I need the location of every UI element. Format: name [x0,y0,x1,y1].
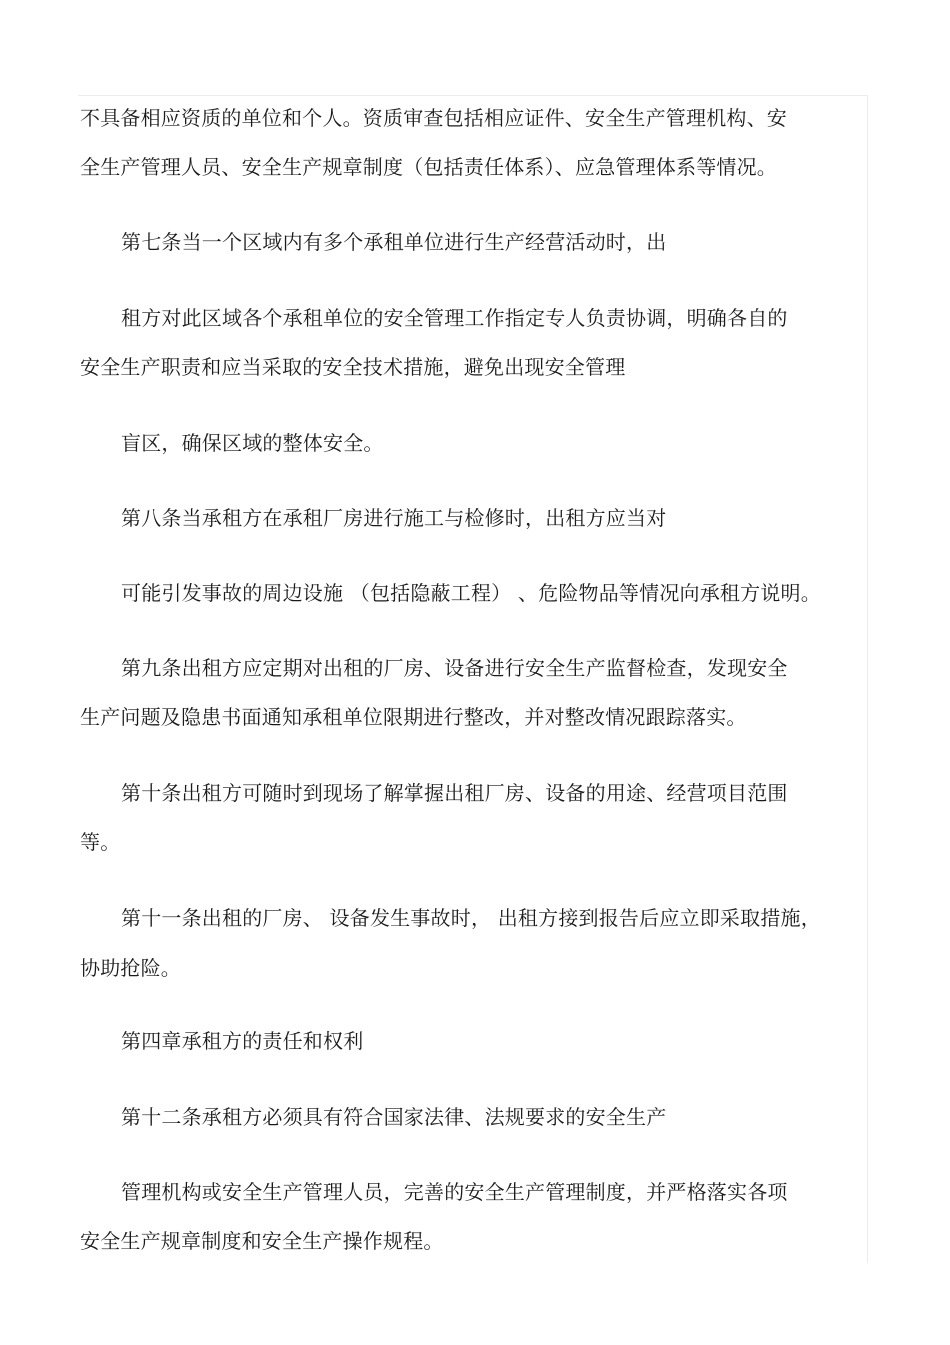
article-10-heading-line: 第十条出租方可随时到现场了解掌握出租厂房、设备的用途、经营项目范围 [121,781,788,805]
chapter-4-heading: 第四章承租方的责任和权利 [121,1029,364,1053]
text-line: 盲区，确保区域的整体安全。 [121,431,384,455]
text-line: 不具备相应资质的单位和个人。资质审查包括相应证件、安全生产管理机构、安 [80,106,787,130]
article-7-heading-line: 第七条当一个区域内有多个承租单位进行生产经营活动时，出 [121,230,667,254]
article-12-heading-line: 第十二条承租方必须具有符合国家法律、法规要求的安全生产 [121,1105,667,1129]
text-line: 全生产管理人员、安全生产规章制度（包括责任体系）、应急管理体系等情况。 [80,155,777,179]
text-line: 可能引发事故的周边设施 （包括隐蔽工程） 、危险物品等情况向承租方说明。 [121,581,821,605]
text-line: 管理机构或安全生产管理人员，完善的安全生产管理制度，并严格落实各项 [121,1180,788,1204]
article-11-heading-line: 第十一条出租的厂房、 设备发生事故时， 出租方接到报告后应立即采取措施， [121,906,821,930]
text-line: 生产问题及隐患书面通知承租单位限期进行整改，并对整改情况跟踪落实。 [80,705,747,729]
text-line: 租方对此区域各个承租单位的安全管理工作指定专人负责协调，明确各自的 [121,306,788,330]
text-line: 等。 [80,830,121,854]
article-8-heading-line: 第八条当承租方在承租厂房进行施工与检修时，出租方应当对 [121,506,667,530]
article-9-heading-line: 第九条出租方应定期对出租的厂房、设备进行安全生产监督检查，发现安全 [121,656,788,680]
text-line: 安全生产规章制度和安全生产操作规程。 [80,1229,444,1253]
text-line: 协助抢险。 [80,956,181,980]
text-line: 安全生产职责和应当采取的安全技术措施，避免出现安全管理 [80,355,626,379]
